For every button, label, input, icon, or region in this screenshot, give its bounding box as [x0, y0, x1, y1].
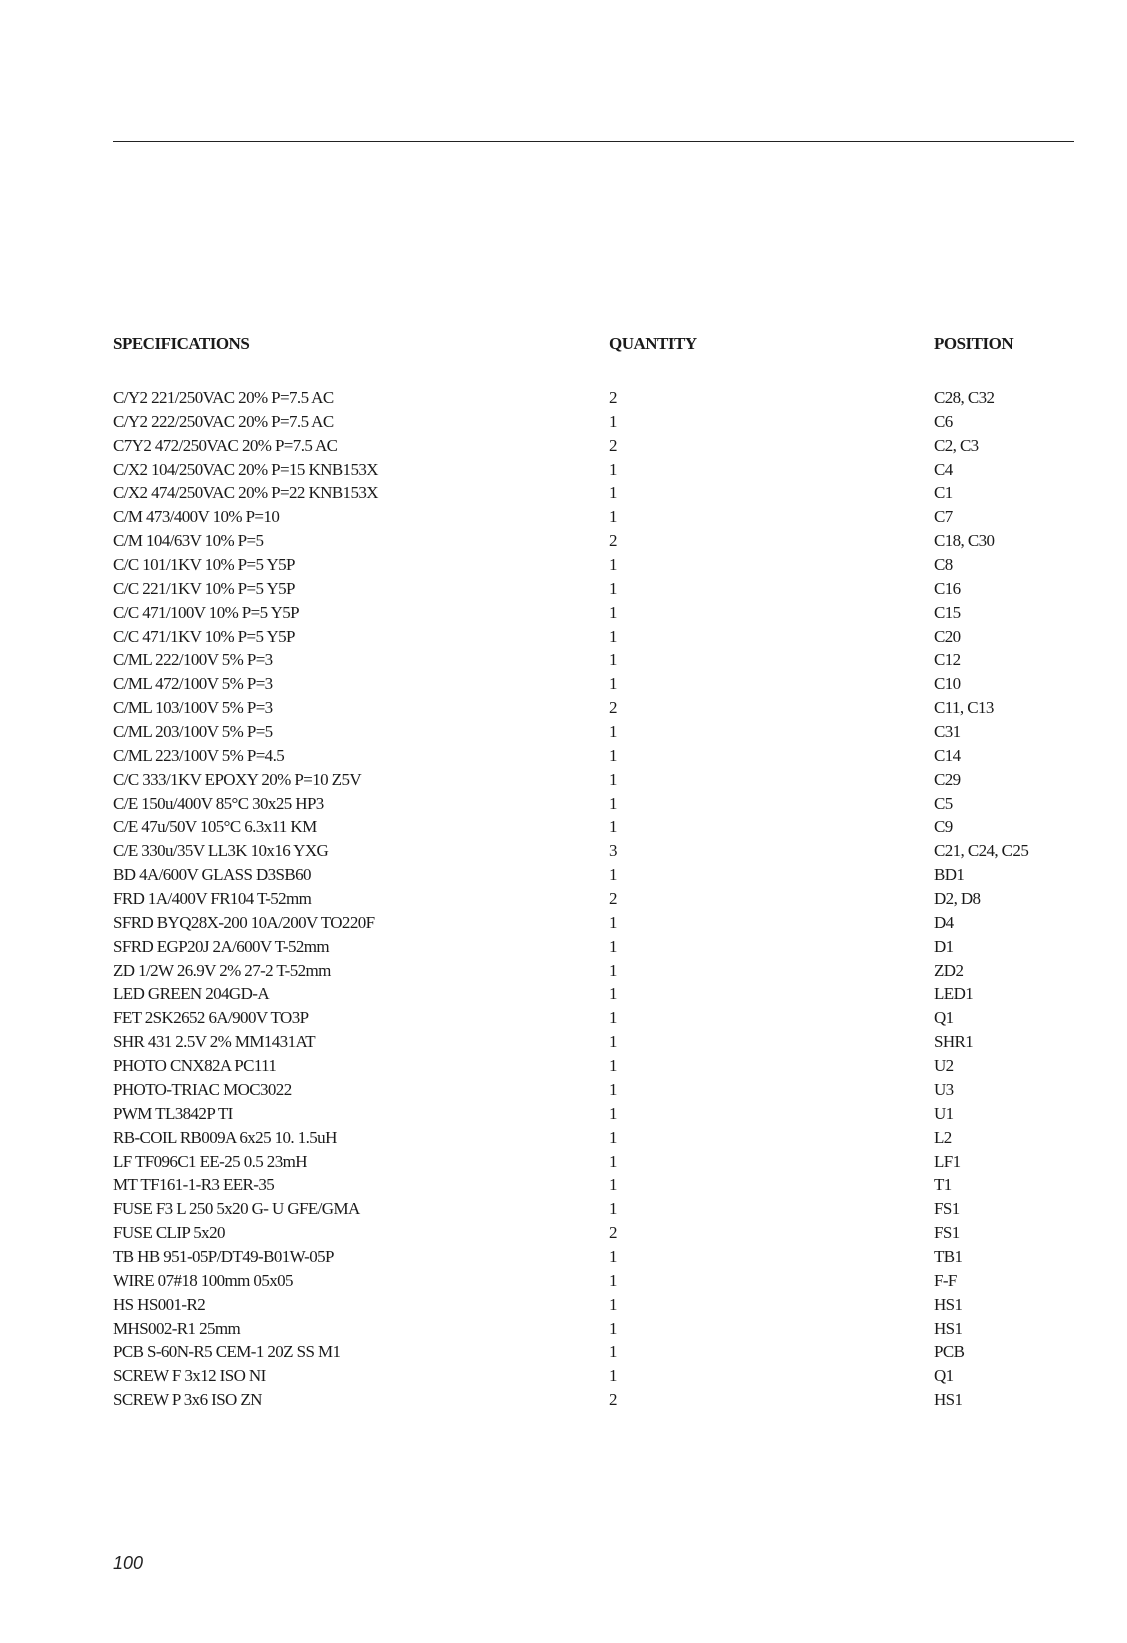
quantity-cell: 1 [609, 1366, 617, 1386]
quantity-cell: 1 [609, 1127, 617, 1147]
table-row [113, 410, 1074, 434]
position-cell: L2 [934, 1127, 952, 1147]
spec-cell: C/ML 203/100V 5% P=5 [113, 722, 273, 742]
spec-cell: C/ML 223/100V 5% P=4.5 [113, 745, 285, 765]
spec-cell: C/C 471/1KV 10% P=5 Y5P [113, 626, 295, 646]
position-cell: C20 [934, 626, 961, 646]
spec-cell: C7Y2 472/250VAC 20% P=7.5 AC [113, 435, 338, 455]
spec-cell: LED GREEN 204GD-A [113, 984, 269, 1004]
position-cell: C2, C3 [934, 435, 979, 455]
spec-cell: FUSE CLIP 5x20 [113, 1223, 225, 1243]
position-cell: HS1 [934, 1318, 963, 1338]
position-cell: C6 [934, 411, 953, 431]
table-row [113, 1054, 1074, 1078]
position-cell: ZD2 [934, 960, 964, 980]
quantity-cell: 1 [609, 602, 617, 622]
spec-cell: LF TF096C1 EE-25 0.5 23mH [113, 1151, 307, 1171]
table-row [113, 1293, 1074, 1317]
table-row [113, 720, 1074, 744]
position-cell: C21, C24, C25 [934, 841, 1029, 861]
table-row [113, 1317, 1074, 1341]
table-row [113, 577, 1074, 601]
quantity-cell: 1 [609, 483, 617, 503]
position-cell: C8 [934, 555, 953, 575]
spec-cell: C/Y2 221/250VAC 20% P=7.5 AC [113, 388, 334, 407]
position-cell: FS1 [934, 1199, 960, 1219]
spec-cell: PCB S-60N-R5 CEM-1 20Z SS M1 [113, 1342, 341, 1362]
table-row [113, 744, 1074, 768]
quantity-cell: 1 [609, 1032, 617, 1052]
spec-cell: C/Y2 222/250VAC 20% P=7.5 AC [113, 411, 334, 431]
quantity-cell: 2 [609, 435, 617, 455]
spec-cell: BD 4A/600V GLASS D3SB60 [113, 865, 311, 885]
spec-cell: C/C 101/1KV 10% P=5 Y5P [113, 555, 295, 575]
position-cell: C14 [934, 745, 961, 765]
quantity-cell: 1 [609, 1246, 617, 1266]
spec-cell: TB HB 951-05P/DT49-B01W-05P [113, 1246, 334, 1266]
quantity-cell: 1 [609, 459, 617, 479]
table-row [113, 1102, 1074, 1126]
position-cell: U2 [934, 1056, 954, 1076]
spec-cell: C/ML 222/100V 5% P=3 [113, 650, 273, 670]
table-row [113, 1078, 1074, 1102]
quantity-cell: 1 [609, 1103, 617, 1123]
spec-cell: WIRE 07#18 100mm 05x05 [113, 1270, 293, 1290]
position-cell: U3 [934, 1079, 954, 1099]
quantity-cell: 2 [609, 531, 617, 551]
spec-cell: MHS002-R1 25mm [113, 1318, 241, 1338]
position-cell: C12 [934, 650, 961, 670]
table-row [113, 1340, 1074, 1364]
spec-cell: SFRD BYQ28X-200 10A/200V TO220F [113, 912, 375, 932]
spec-cell: HS HS001-R2 [113, 1294, 206, 1314]
position-cell: FS1 [934, 1223, 960, 1243]
table-row [113, 1150, 1074, 1174]
table-row [113, 553, 1074, 577]
position-cell: LF1 [934, 1151, 961, 1171]
table-row [113, 625, 1074, 649]
position-cell: C15 [934, 602, 961, 622]
table-row [113, 1173, 1074, 1197]
table-row [113, 481, 1074, 505]
quantity-cell: 2 [609, 1390, 617, 1410]
table-row [113, 1197, 1074, 1221]
spec-cell: C/C 471/100V 10% P=5 Y5P [113, 602, 299, 622]
table-row [113, 1388, 1074, 1412]
table-row [113, 1126, 1074, 1150]
position-cell: C16 [934, 578, 961, 598]
quantity-cell: 2 [609, 889, 617, 909]
position-cell: Q1 [934, 1008, 954, 1028]
position-cell: C11, C13 [934, 698, 994, 718]
quantity-cell: 1 [609, 912, 617, 932]
position-cell: C18, C30 [934, 531, 995, 551]
quantity-cell: 1 [609, 960, 617, 980]
table-row [113, 1030, 1074, 1054]
position-cell: C10 [934, 674, 961, 694]
spec-cell: C/X2 104/250VAC 20% P=15 KNB153X [113, 459, 378, 479]
quantity-cell: 1 [609, 769, 617, 789]
quantity-cell: 1 [609, 1294, 617, 1314]
position-cell: D1 [934, 936, 954, 956]
position-cell: C1 [934, 483, 953, 503]
table-row [113, 1245, 1074, 1269]
quantity-cell: 1 [609, 1056, 617, 1076]
position-cell: C31 [934, 722, 961, 742]
position-cell: F-F [934, 1270, 957, 1290]
position-cell: C5 [934, 793, 953, 813]
position-cell: LED1 [934, 984, 974, 1004]
table-row [113, 863, 1074, 887]
position-cell: C9 [934, 817, 953, 837]
table-body [113, 386, 1074, 1412]
quantity-cell: 3 [609, 841, 617, 861]
quantity-cell: 1 [609, 1318, 617, 1338]
table-row [113, 1006, 1074, 1030]
table-row [113, 529, 1074, 553]
quantity-cell: 1 [609, 793, 617, 813]
quantity-cell: 2 [609, 1223, 617, 1243]
page-number: 100 [113, 1553, 144, 1573]
table-row [113, 887, 1074, 911]
spec-cell: C/E 150u/400V 85°C 30x25 HP3 [113, 793, 324, 813]
table-row [113, 505, 1074, 529]
quantity-cell: 1 [609, 650, 617, 670]
quantity-cell: 1 [609, 555, 617, 575]
spec-cell: FRD 1A/400V FR104 T-52mm [113, 889, 312, 909]
table-row [113, 386, 1074, 410]
table-row [113, 911, 1074, 935]
table-row [113, 792, 1074, 816]
spec-cell: FET 2SK2652 6A/900V TO3P [113, 1008, 309, 1028]
table-row [113, 1364, 1074, 1388]
spec-cell: PHOTO CNX82A PC111 [113, 1056, 277, 1076]
position-cell: D2, D8 [934, 889, 981, 909]
quantity-cell: 1 [609, 1175, 617, 1195]
table-row [113, 696, 1074, 720]
position-cell: U1 [934, 1103, 954, 1123]
table-row [113, 935, 1074, 959]
table-row [113, 982, 1074, 1006]
table-row [113, 959, 1074, 983]
position-cell: C4 [934, 459, 953, 479]
header-quantity: QUANTITY [609, 334, 697, 353]
quantity-cell: 2 [609, 698, 617, 718]
spec-cell: C/M 104/63V 10% P=5 [113, 531, 264, 551]
header-position: POSITION [934, 334, 1014, 353]
spec-cell: C/C 333/1KV EPOXY 20% P=10 Z5V [113, 769, 362, 789]
spec-cell: SCREW P 3x6 ISO ZN [113, 1390, 262, 1410]
table-row [113, 458, 1074, 482]
parts-table [113, 334, 1074, 1410]
quantity-cell: 1 [609, 936, 617, 956]
spec-cell: C/M 473/400V 10% P=10 [113, 507, 280, 527]
quantity-cell: 1 [609, 1008, 617, 1028]
table-row [113, 839, 1074, 863]
table-row [113, 434, 1074, 458]
position-cell: C28, C32 [934, 388, 995, 407]
spec-cell: SFRD EGP20J 2A/600V T-52mm [113, 936, 330, 956]
quantity-cell: 1 [609, 984, 617, 1004]
header-specifications: SPECIFICATIONS [113, 334, 250, 353]
spec-cell: C/X2 474/250VAC 20% P=22 KNB153X [113, 483, 378, 503]
position-cell: SHR1 [934, 1032, 974, 1052]
quantity-cell: 1 [609, 1079, 617, 1099]
table-row [113, 768, 1074, 792]
quantity-cell: 1 [609, 1270, 617, 1290]
table-row [113, 815, 1074, 839]
position-cell: HS1 [934, 1390, 963, 1410]
position-cell: T1 [934, 1175, 952, 1195]
position-cell: Q1 [934, 1366, 954, 1386]
position-cell: BD1 [934, 865, 965, 885]
position-cell: C29 [934, 769, 961, 789]
quantity-cell: 1 [609, 722, 617, 742]
spec-cell: MT TF161-1-R3 EER-35 [113, 1175, 275, 1195]
spec-cell: PWM TL3842P TI [113, 1103, 233, 1123]
position-cell: HS1 [934, 1294, 963, 1314]
table-row [113, 672, 1074, 696]
spec-cell: C/ML 472/100V 5% P=3 [113, 674, 273, 694]
spec-cell: RB-COIL RB009A 6x25 10. 1.5uH [113, 1127, 337, 1147]
spec-cell: ZD 1/2W 26.9V 2% 27-2 T-52mm [113, 960, 331, 980]
quantity-cell: 1 [609, 817, 617, 837]
quantity-cell: 1 [609, 865, 617, 885]
top-rule [113, 141, 1074, 142]
spec-cell: C/C 221/1KV 10% P=5 Y5P [113, 578, 295, 598]
position-cell: C7 [934, 507, 953, 527]
position-cell: PCB [934, 1342, 965, 1362]
spec-cell: C/ML 103/100V 5% P=3 [113, 698, 273, 718]
position-cell: TB1 [934, 1246, 963, 1266]
quantity-cell: 1 [609, 626, 617, 646]
spec-cell: FUSE F3 L 250 5x20 G- U GFE/GMA [113, 1199, 360, 1219]
table-row [113, 648, 1074, 672]
quantity-cell: 1 [609, 745, 617, 765]
table-row [113, 1269, 1074, 1293]
spec-cell: PHOTO-TRIAC MOC3022 [113, 1079, 292, 1099]
quantity-cell: 1 [609, 674, 617, 694]
quantity-cell: 1 [609, 1342, 617, 1362]
table-row [113, 601, 1074, 625]
table-header [113, 334, 1074, 362]
quantity-cell: 2 [609, 388, 617, 407]
quantity-cell: 1 [609, 411, 617, 431]
spec-cell: SHR 431 2.5V 2% MM1431AT [113, 1032, 316, 1052]
position-cell: D4 [934, 912, 954, 932]
quantity-cell: 1 [609, 1151, 617, 1171]
spec-cell: C/E 330u/35V LL3K 10x16 YXG [113, 841, 329, 861]
quantity-cell: 1 [609, 1199, 617, 1219]
quantity-cell: 1 [609, 507, 617, 527]
table-row [113, 1221, 1074, 1245]
quantity-cell: 1 [609, 578, 617, 598]
spec-cell: SCREW F 3x12 ISO NI [113, 1366, 266, 1386]
spec-cell: C/E 47u/50V 105°C 6.3x11 KM [113, 817, 317, 837]
